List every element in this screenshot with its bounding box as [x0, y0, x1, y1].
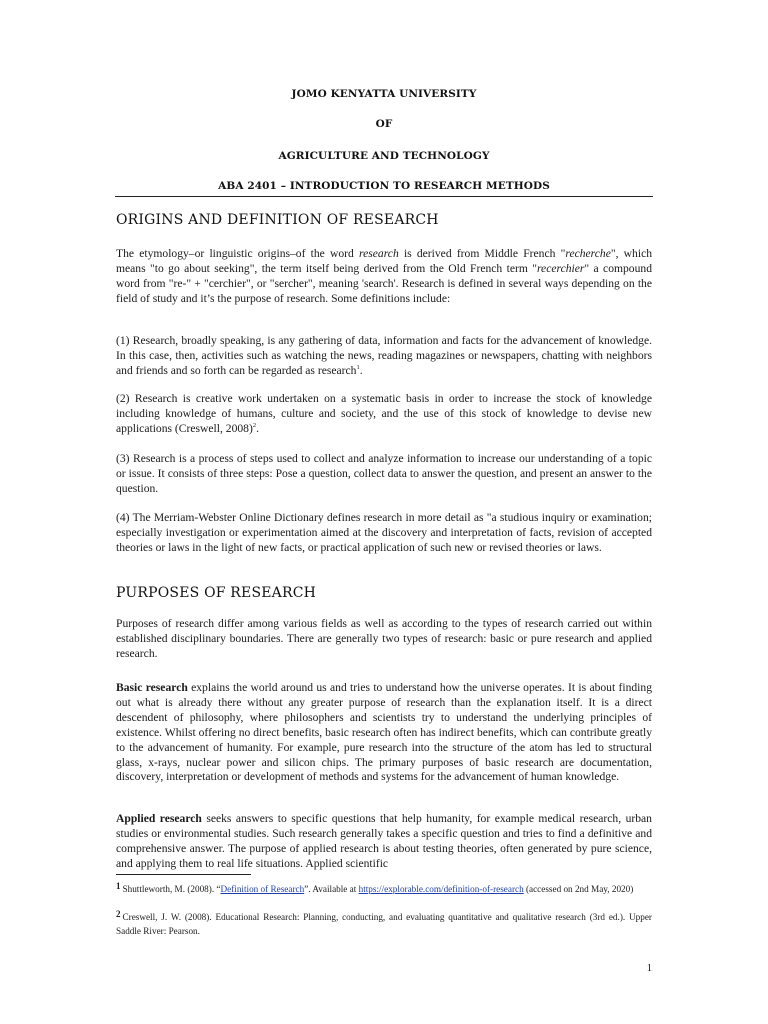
header-rule: [115, 196, 653, 197]
footnote-separator: [116, 874, 251, 875]
paragraph-definition-4: (4) The Merriam-Webster Online Dictionary defines research in more detail as "a studious inquiry or examination; especially investigation or experimentation aimed at the discovery and interpretation of facts, revision of accepted theories or laws in the light of new facts, or practical application of such new or revised theories or laws.: [116, 511, 652, 554]
paragraph-definition-3: (3) Research is a process of steps used to collect and analyze information to increase our understanding of a topic or issue. It consists of three steps: Pose a question, collect data to answer the question, and present an answer to the question.: [116, 452, 652, 495]
footnote-1: 1 Shuttleworth, M. (2008). “Definition of Research”. Available at https://explorable.com/definition-of-research (accessed on 2nd May, 2020): [116, 881, 634, 894]
section-heading-origins: ORIGINS AND DEFINITION OF RESEARCH: [116, 212, 439, 228]
university-title: JOMO KENYATTA UNIVERSITY: [291, 88, 477, 100]
paragraph-purposes-intro: Purposes of research differ among various fields as well as according to the types of research carried out within established disciplinary boundaries. There are generally two types of research: basic or pure research and applied research.: [116, 617, 652, 660]
footnote-ref-2: 2: [252, 421, 257, 429]
paragraph-basic-research: Basic research explains the world around us and tries to understand how the universe operates. It is about finding out what is already there without any greater purpose of research than the explanation itself. It is a direct descendent of philosophy, where philosophers and scientists try to understand the underlying principles of existence. Whilst offering no direct benefits, basic research often has indirect benefits, which can contribute greatly to the advancement of humanity. For example, pure research into the structure of the atom has led to structural glass, x-rays, nuclear power and silicon chips. The primary purposes of basic research are documentation, discovery, interpretation or development of methods and systems for the advancement of human knowledge.: [116, 681, 652, 784]
term-research: research: [359, 247, 399, 260]
footnote-2: 2 Creswell, J. W. (2008). Educational Research: Planning, conducting, and evaluating quantitative and qualitative research (3rd ed.). Upper Saddle River: Pearson.: [116, 909, 652, 936]
paragraph-applied-research: Applied research seeks answers to specific questions that help humanity, for example medical research, urban studies or environmental studies. Such research generally takes a specific question and tries to find a definitive and comprehensive answer. The purpose of applied research is about testing theories, often generated by pure science, and applying them to real life situations. Applied scientific: [116, 812, 652, 870]
footnote-ref-1: 1: [356, 363, 360, 371]
paragraph-definition-2: (2) Research is creative work undertaken on a systematic basis in order to increase the stock of knowledge including knowledge of humans, culture and society, and the use of this stock of knowledge to devise new applications (Creswell, 2008)$^2$.: [116, 392, 652, 435]
page-number: 1: [646, 963, 652, 974]
paragraph-etymology: The etymology–or linguistic origins–of the word research is derived from Middle French "recherche", which means "to go about seeking", the term itself being derived from the Old French term "recerchier" a compound word from "re-" + "cerchier", or "sercher", meaning 'search'. Research is defined in several ways depending on the field of study and it’s the purpose of research. Some definitions include:: [116, 247, 653, 305]
footnote-link-definition[interactable]: Definition of Research: [220, 884, 305, 894]
section-heading-purposes: PURPOSES OF RESEARCH: [116, 585, 317, 601]
faculty-title: AGRICULTURE AND TECHNOLOGY: [278, 150, 490, 162]
term-applied-research: Applied research: [116, 812, 202, 825]
course-title: ABA 2401 – INTRODUCTION TO RESEARCH METHODS: [218, 180, 550, 192]
of-title: OF: [375, 118, 393, 130]
paragraph-definition-1: (1) Research, broadly speaking, is any gathering of data, information and facts for the advancement of knowledge. In this case, then, activities such as watching the news, reading magazines or newspapers, chatting with neighbors and friends and so forth can be regarded as research$^1$.: [116, 334, 652, 377]
term-basic-research: Basic research: [116, 681, 188, 694]
footnote-link-url[interactable]: https://explorable.com/definition-of-research: [358, 884, 524, 894]
